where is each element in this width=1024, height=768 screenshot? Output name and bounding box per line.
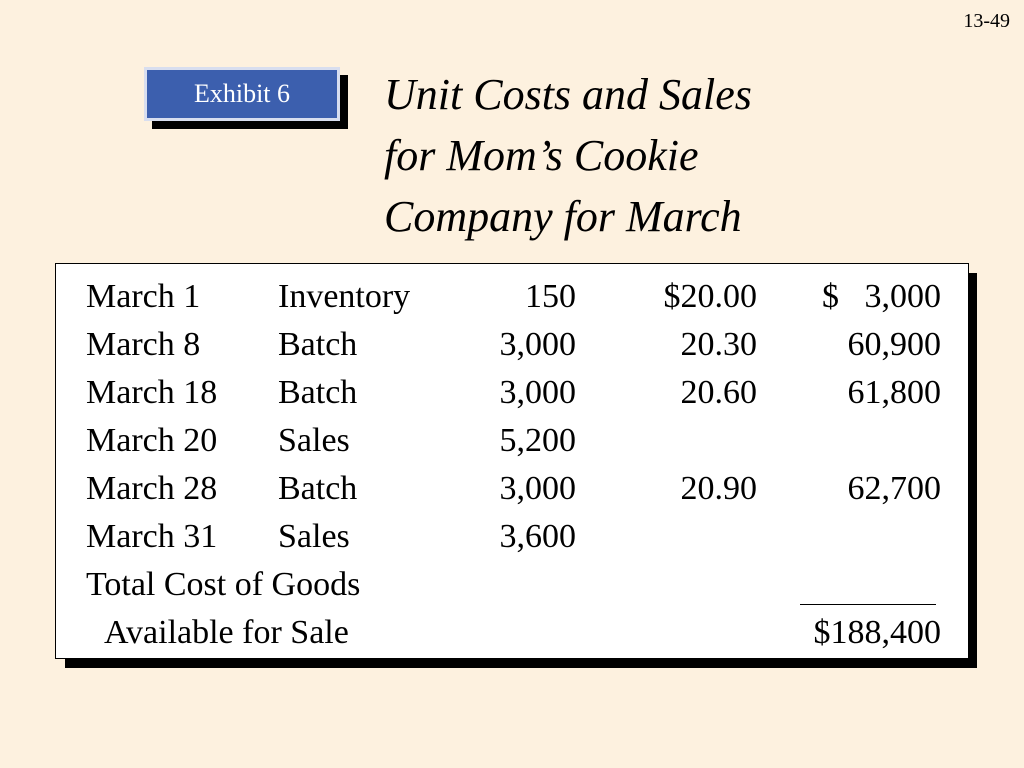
exhibit-label: Exhibit 6 bbox=[193, 79, 291, 108]
summary-total: $188,400 bbox=[813, 614, 941, 651]
slide-title bbox=[384, 64, 752, 247]
exhibit-badge bbox=[144, 67, 340, 121]
table-row bbox=[56, 321, 968, 369]
row-quantity: 3,000 bbox=[499, 326, 576, 363]
row-description: Sales bbox=[278, 422, 350, 459]
row-total: 62,700 bbox=[847, 470, 941, 507]
summary-row-total bbox=[56, 609, 968, 657]
table-row bbox=[56, 417, 968, 465]
row-date: March 1 bbox=[86, 278, 201, 315]
table-row bbox=[56, 513, 968, 561]
row-description: Sales bbox=[278, 518, 350, 555]
row-description: Batch bbox=[278, 470, 358, 507]
row-date: March 31 bbox=[86, 518, 218, 555]
cost-table bbox=[55, 263, 969, 659]
table-row bbox=[56, 465, 968, 513]
row-description: Inventory bbox=[278, 278, 411, 315]
row-description: Batch bbox=[278, 374, 358, 411]
row-quantity: 150 bbox=[525, 278, 576, 315]
title-line: for Mom’s Cookie bbox=[384, 131, 699, 180]
table-row bbox=[56, 273, 968, 321]
row-description: Batch bbox=[278, 326, 358, 363]
row-total: 60,900 bbox=[847, 326, 941, 363]
row-date: March 8 bbox=[86, 326, 201, 363]
summary-label-line1: Total Cost of Goods bbox=[86, 566, 361, 603]
row-unit-cost: 20.60 bbox=[680, 374, 757, 411]
row-quantity: 3,600 bbox=[499, 518, 576, 555]
row-quantity: 3,000 bbox=[499, 374, 576, 411]
title-line: Company for March bbox=[384, 192, 742, 241]
row-date: March 28 bbox=[86, 470, 218, 507]
row-total: 61,800 bbox=[847, 374, 941, 411]
summary-label-line2: Available for Sale bbox=[104, 614, 349, 651]
title-line: Unit Costs and Sales bbox=[384, 70, 752, 119]
row-date: March 20 bbox=[86, 422, 218, 459]
row-unit-cost: 20.30 bbox=[680, 326, 757, 363]
row-unit-cost: $20.00 bbox=[663, 278, 757, 315]
row-quantity: 3,000 bbox=[499, 470, 576, 507]
row-quantity: 5,200 bbox=[499, 422, 576, 459]
row-unit-cost: 20.90 bbox=[680, 470, 757, 507]
row-date: March 18 bbox=[86, 374, 218, 411]
page-number: 13-49 bbox=[963, 10, 1010, 32]
summary-row-label bbox=[56, 561, 968, 609]
total-underline bbox=[800, 604, 936, 605]
row-total: $ 3,000 bbox=[822, 278, 941, 315]
table-row bbox=[56, 369, 968, 417]
